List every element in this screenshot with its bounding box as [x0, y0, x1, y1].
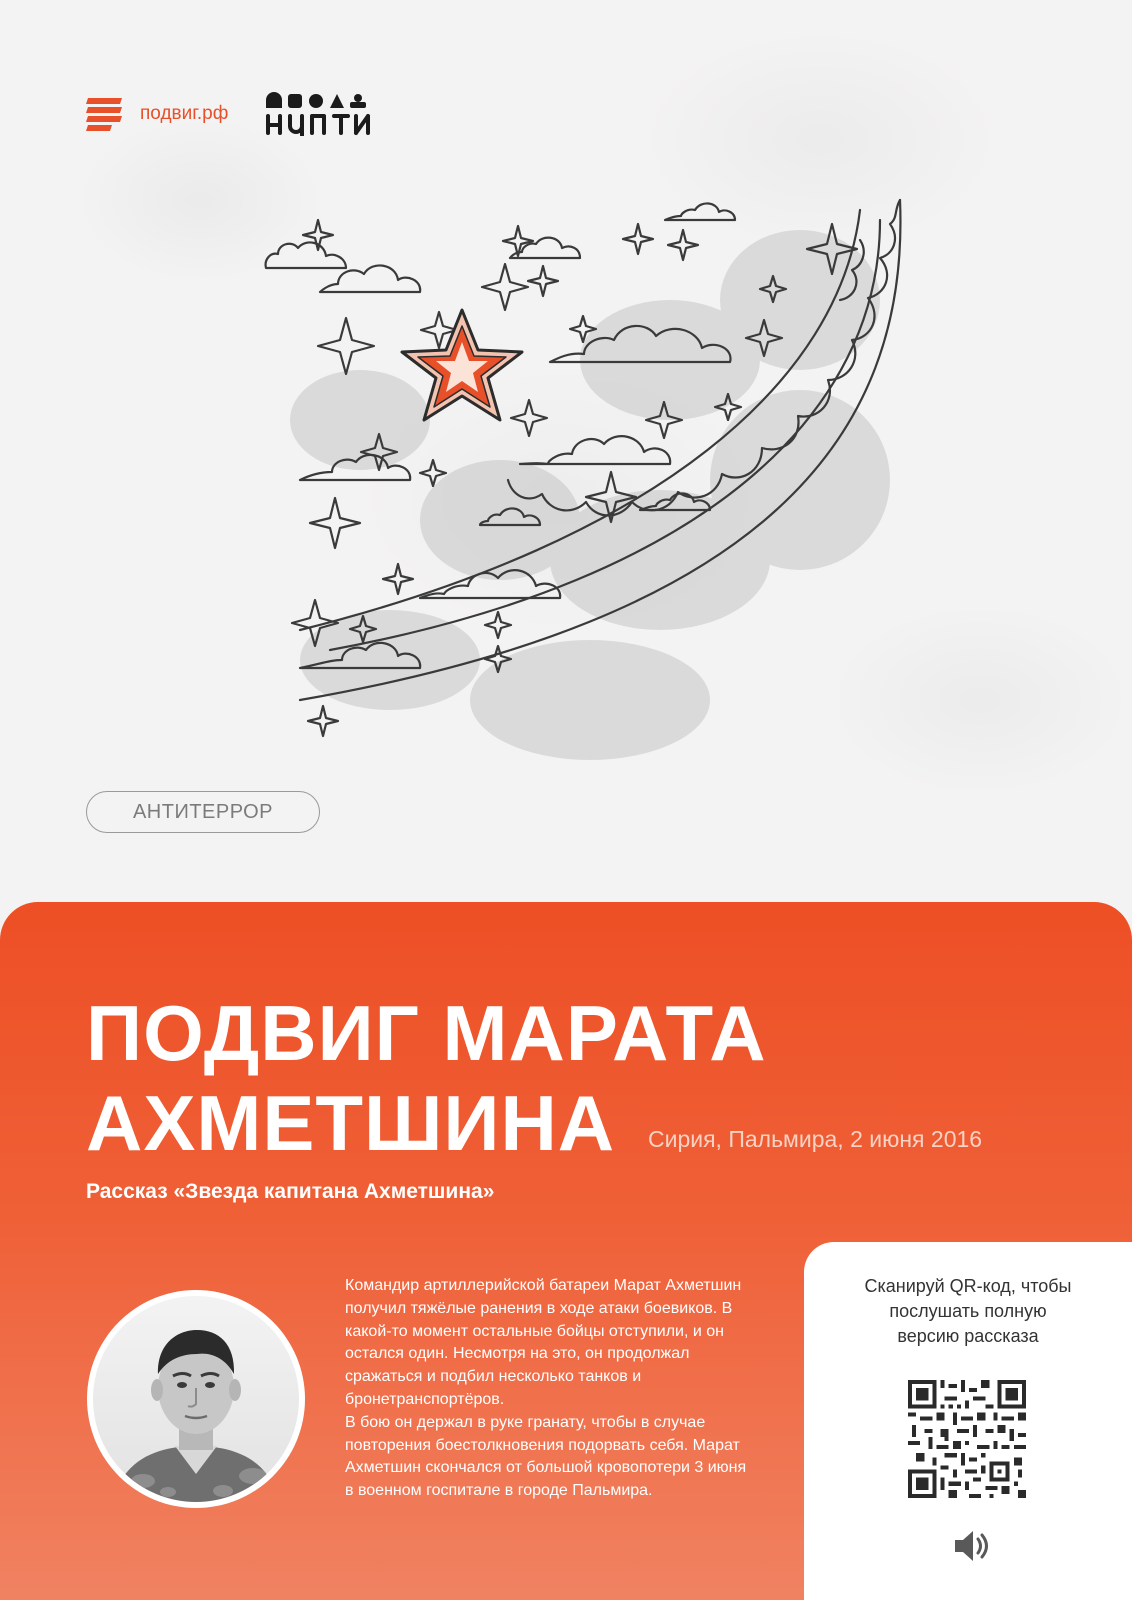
title-line-2: АХМЕТШИНА — [86, 1079, 616, 1167]
qr-code[interactable] — [908, 1380, 1026, 1498]
qr-caption — [804, 1274, 1132, 1349]
qr-caption-line-2: послушать полную — [889, 1301, 1047, 1321]
qr-caption-line-1: Сканируй QR-код, чтобы — [864, 1276, 1072, 1296]
portrait-photo — [93, 1296, 299, 1502]
speaker-icon[interactable] — [951, 1526, 991, 1566]
story-subtitle: Рассказ «Звезда капитана Ахметшина» — [86, 1180, 495, 1203]
logo-bar — [84, 92, 376, 136]
stripes-logo-icon — [84, 96, 124, 132]
category-tag[interactable]: АНТИТЕРРОР — [86, 791, 320, 833]
story-paragraph-2: В бою он держал в руке гранату, чтобы в случае повторения боестолкновения подорвать себя. Марат Ахметшин скончался от большой кровопотери 3 июня в военном госпитале в городе Пальмира. — [345, 1413, 747, 1500]
title-line-1: ПОДВИГ МАРАТА — [86, 989, 767, 1077]
story-text — [345, 1275, 755, 1503]
star-clouds-illustration — [240, 180, 940, 780]
qr-card — [804, 1242, 1132, 1600]
nupti-logo — [264, 92, 376, 136]
place-date: Сирия, Пальмира, 2 июня 2016 — [648, 1126, 983, 1152]
story-paragraph-1: Командир артиллерийской батареи Марат Ахметшин получил тяжёлые ранения в ходе атаки боевиков. В какой-то момент остальные бойцы отступили, и он остался один. Несмотря на это, он продолжал сражаться и подбил несколько танков и бронетранспортёров. — [345, 1277, 742, 1408]
qr-caption-line-3: версию рассказа — [897, 1326, 1039, 1346]
portrait-avatar — [87, 1290, 305, 1508]
podvig-logo-text: подвиг.рф — [140, 103, 229, 124]
